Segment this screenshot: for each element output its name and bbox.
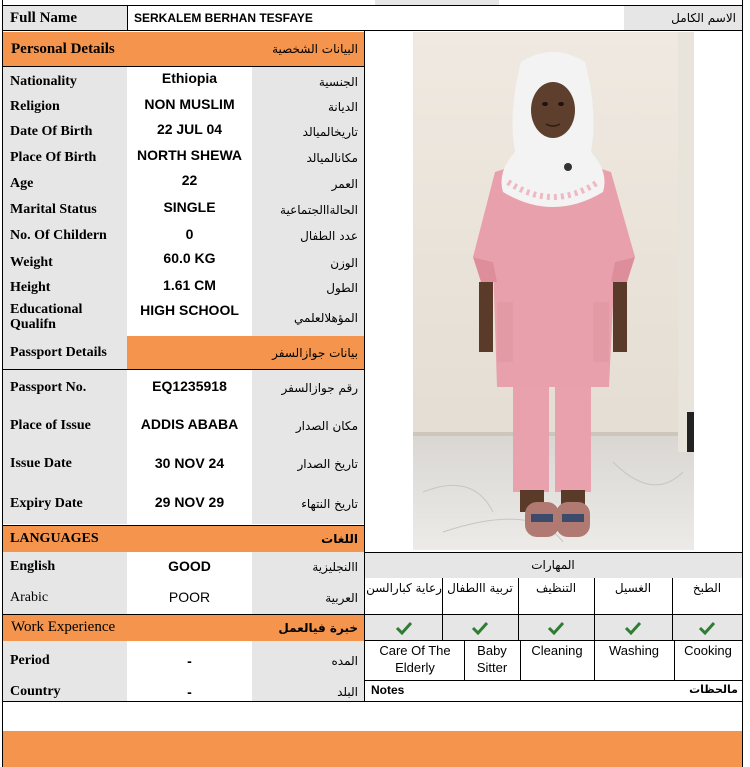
period-arabic: المده — [331, 654, 358, 668]
issue-date-arabic: تاريخ الصدار — [297, 457, 358, 471]
rule-main-col — [364, 31, 365, 701]
age-arabic: العمر — [331, 177, 358, 191]
skill-baby-ar: تربية االطفال — [447, 581, 513, 595]
rule-skill-l1 — [464, 640, 465, 680]
english-arabic: االنجليزية — [312, 560, 358, 574]
skill-washing-label: Washing — [608, 643, 660, 658]
skill-cooking-label: Cooking — [684, 643, 732, 658]
languages-title: LANGUAGES — [10, 530, 99, 546]
expiry-date-arabic: تاريخ النتهاء — [301, 497, 358, 511]
passport-details-title-ar: بيانات جوازالسفر — [127, 336, 364, 369]
english-label: English — [10, 559, 56, 574]
dob-label: Date Of Birth — [10, 124, 93, 139]
period-label: Period — [10, 653, 50, 668]
marital-label: Marital Status — [10, 202, 97, 217]
nationality-label: Nationality — [10, 74, 77, 89]
children-value: 0 — [185, 226, 194, 242]
rule-work — [2, 614, 364, 615]
religion-arabic: الديانة — [327, 100, 358, 114]
border-left — [2, 0, 3, 767]
passport-no-arabic: رقم جوازالسفر — [281, 381, 358, 395]
full-name-value: SERKALEM BERHAN TESFAYE — [127, 6, 624, 30]
nationality-value: Ethiopia — [161, 70, 218, 86]
rule-skills-mid — [364, 614, 742, 615]
check-cleaning-icon — [518, 615, 594, 640]
issue-date-value: 30 NOV 24 — [154, 455, 225, 471]
rule-skill-3 — [594, 578, 595, 640]
weight-label: Weight — [10, 255, 53, 270]
check-baby-sitter-icon — [442, 615, 518, 640]
nationality-arabic: الجنسية — [318, 75, 358, 89]
rule-notes — [364, 680, 742, 681]
passport-no-value: EQ1235918 — [152, 378, 227, 394]
children-arabic: عدد الطفال — [300, 229, 358, 243]
rule-skills-top — [364, 552, 742, 553]
full-name-label: Full Name — [3, 6, 127, 30]
period-value: - — [187, 653, 192, 669]
personal-details-title: Personal Details — [11, 40, 115, 57]
expiry-date-label: Expiry Date — [10, 496, 83, 511]
rule-skill-4 — [672, 578, 673, 640]
weight-arabic: الوزن — [330, 256, 358, 270]
personal-details-title-ar: البيانات الشخصية — [272, 42, 358, 56]
candidate-photo-illustration — [413, 32, 694, 550]
marital-arabic: الحالةاالجتماعية — [280, 203, 358, 217]
country-value: - — [187, 684, 192, 700]
height-label: Height — [10, 280, 51, 295]
english-level: GOOD — [168, 558, 211, 574]
religion-label: Religion — [10, 99, 60, 114]
rule-name — [2, 30, 743, 31]
age-label: Age — [10, 176, 34, 191]
education-arabic: المؤهلالعلمي — [294, 311, 358, 325]
age-value: 22 — [181, 172, 198, 188]
check-cooking-icon — [672, 615, 742, 640]
pob-arabic: مكانالميالد — [306, 151, 358, 165]
height-value: 1.61 CM — [163, 277, 216, 293]
rule-skill-l3 — [594, 640, 595, 680]
place-of-issue-arabic: مكان الصدار — [295, 419, 358, 433]
issue-date-label: Issue Date — [10, 456, 72, 471]
education-value: HIGH SCHOOL — [140, 302, 239, 318]
skill-cooking-ar: الطبخ — [692, 581, 722, 595]
skill-cleaning-ar: التنظيف — [535, 581, 577, 595]
check-elderly-icon — [366, 615, 442, 640]
education-label: Educational Qualifn — [10, 302, 83, 332]
skills-title: المهارات — [364, 552, 742, 578]
skill-cleaning-label: Cleaning — [531, 643, 583, 658]
country-label: Country — [10, 684, 61, 699]
candidate-photo — [413, 32, 694, 550]
pob-value: NORTH SHEWA — [137, 147, 242, 163]
rule-name-col — [127, 5, 128, 31]
border-right — [742, 0, 743, 767]
notes-label: Notes — [371, 683, 405, 697]
passport-details-header: Passport Details — [3, 336, 127, 369]
arabic-arabic: العربية — [325, 591, 358, 605]
skill-washing-ar: الغسيل — [614, 581, 652, 595]
skill-baby-sitter-label: Baby Sitter — [476, 643, 508, 675]
country-arabic: البلد — [337, 685, 358, 699]
rule-passport — [2, 369, 364, 370]
religion-value: NON MUSLIM — [144, 96, 235, 112]
rule-skill-1 — [442, 578, 443, 640]
place-of-issue-value: ADDIS ABABA — [140, 416, 239, 432]
notes-arabic: مالحظات — [689, 683, 738, 696]
arabic-level: POOR — [168, 589, 211, 605]
expiry-date-value: 29 NOV 29 — [154, 494, 225, 510]
rule-languages — [2, 525, 364, 526]
rule-personal — [2, 66, 364, 67]
languages-title-ar: اللغات — [321, 531, 358, 546]
work-experience-title: Work Experience — [11, 619, 116, 635]
check-washing-icon — [594, 615, 672, 640]
place-of-issue-label: Place of Issue — [10, 418, 91, 433]
work-experience-title-ar: خبرة فيالعمل — [249, 614, 364, 641]
passport-no-label: Passport No. — [10, 380, 87, 395]
arabic-label: Arabic — [10, 590, 49, 605]
rule-skill-2 — [518, 578, 519, 640]
rule-checks — [364, 640, 742, 641]
skill-elderly-label: Care Of The Elderly — [379, 643, 451, 675]
rule-skill-l2 — [520, 640, 521, 680]
pob-label: Place Of Birth — [10, 150, 97, 165]
dob-value: 22 JUL 04 — [156, 121, 223, 137]
rule-skill-l4 — [674, 640, 675, 680]
dob-arabic: تاريخالميالد — [302, 125, 358, 139]
height-arabic: الطول — [326, 281, 358, 295]
rule-top — [2, 5, 743, 6]
footer-bar — [3, 731, 742, 767]
weight-value: 60.0 KG — [163, 250, 216, 266]
marital-value: SINGLE — [163, 199, 216, 215]
skill-elderly-ar: رعاية كبارالسن — [366, 581, 442, 595]
children-label: No. Of Childern — [10, 228, 107, 243]
work-experience-header — [3, 614, 249, 641]
rule-bottom — [2, 701, 743, 702]
full-name-arabic: الاسم الكامل — [624, 6, 742, 30]
